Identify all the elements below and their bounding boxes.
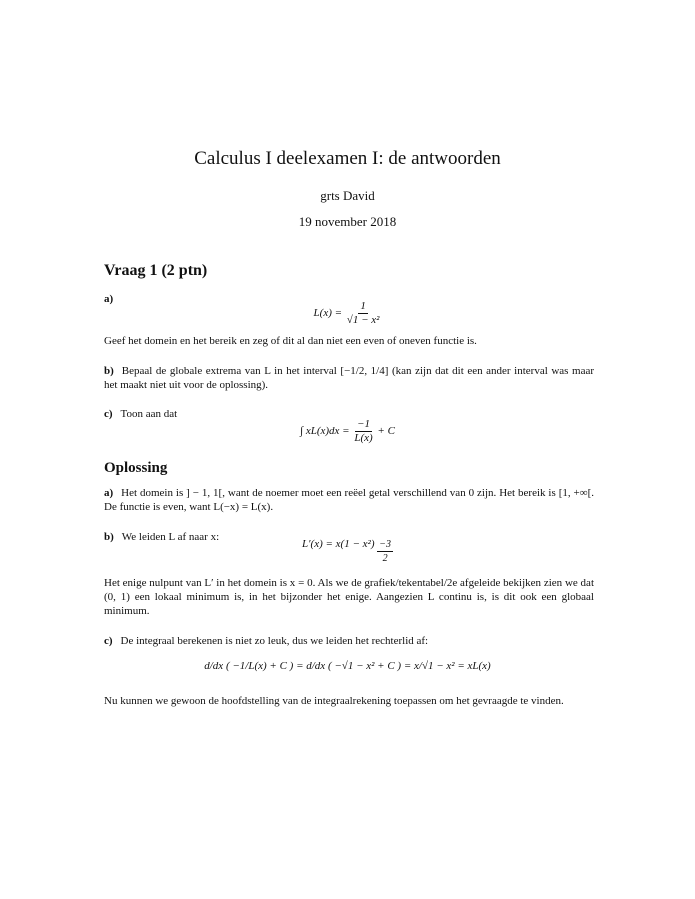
eq-lhs: L(x) = [313, 307, 343, 320]
sol-label-c: c) [104, 635, 113, 647]
eq-c-lhs: ∫ xL(x)dx = [300, 425, 350, 438]
sol-b-exponent [377, 538, 393, 565]
eq-c-den: L(x) [354, 432, 373, 444]
question-a-text: Geef het domein en het bereik en zeg of dit al dan niet een even of oneven functie is. [104, 335, 477, 347]
eq-num: 1 [360, 300, 366, 312]
solution-heading: Oplossing [104, 460, 168, 476]
document-author: grts David [320, 188, 375, 203]
solution-c [104, 634, 594, 648]
eq-c-fraction [352, 418, 374, 445]
sol-b-exp-num: −3 [379, 539, 391, 550]
eq-c-num: −1 [357, 418, 370, 430]
document-title: Calculus I deelexamen I: de antwoorden [194, 148, 501, 169]
sol-c-text: De integraal berekenen is niet zo leuk, dus we leiden het rechterlid af: [120, 635, 429, 647]
question-c-equation [0, 418, 695, 445]
sol-label-b: b) [104, 531, 114, 543]
label-a: a) [104, 293, 114, 305]
solution-a [104, 486, 594, 514]
document-date: 19 november 2018 [298, 214, 397, 229]
sol-b-eq-lhs: L′(x) = x(1 − x²) [302, 538, 375, 550]
question-a-equation [0, 300, 695, 327]
sol-a-text: Het domein is ] − 1, 1[, want de noemer moet een reëel getal verschillend van 0 zijn. Het bereik is [1, +∞[. De functie is even, want L(−x) = L(x). [104, 487, 594, 513]
solution-c-text2: Nu kunnen we gewoon de hoofdstelling van de integraalrekening toepassen om het gevraagde te vinden. [104, 695, 564, 707]
question-b-text: Bepaal de globale extrema van L in het interval [−1/2, 1/4] (kan zijn dat dit een ander interval was maar het maakt niet uit voor de oplossing). [104, 365, 594, 391]
question-heading: Vraag 1 (2 ptn) [104, 262, 208, 279]
question-b [104, 364, 594, 392]
label-c: c) [104, 408, 113, 420]
sol-b-exp-den: 2 [382, 553, 388, 564]
solution-b-text2: Het enige nulpunt van L′ in het domein is x = 0. Als we de grafiek/tekentabel/2e afgeleide bekijken zien we dat (0, 1) een lokaal minimum is, in het bijzonder het enige. Aangezien L continu is, is dit ook een globaal minimum. [104, 577, 594, 617]
label-b: b) [104, 365, 114, 377]
eq-fraction [345, 300, 382, 327]
question-c-text: Toon aan dat [120, 408, 178, 420]
solution-c-equation: d/dx ( −1/L(x) + C ) = d/dx ( −√1 − x² + C ) = x/√1 − x² = xL(x) [204, 660, 491, 672]
eq-den: √1 − x² [346, 314, 380, 326]
solution-b-equation [0, 538, 695, 565]
eq-c-rhs: + C [377, 425, 395, 438]
sol-b-text: We leiden L af naar x: [121, 531, 220, 543]
sol-label-a: a) [104, 487, 114, 499]
